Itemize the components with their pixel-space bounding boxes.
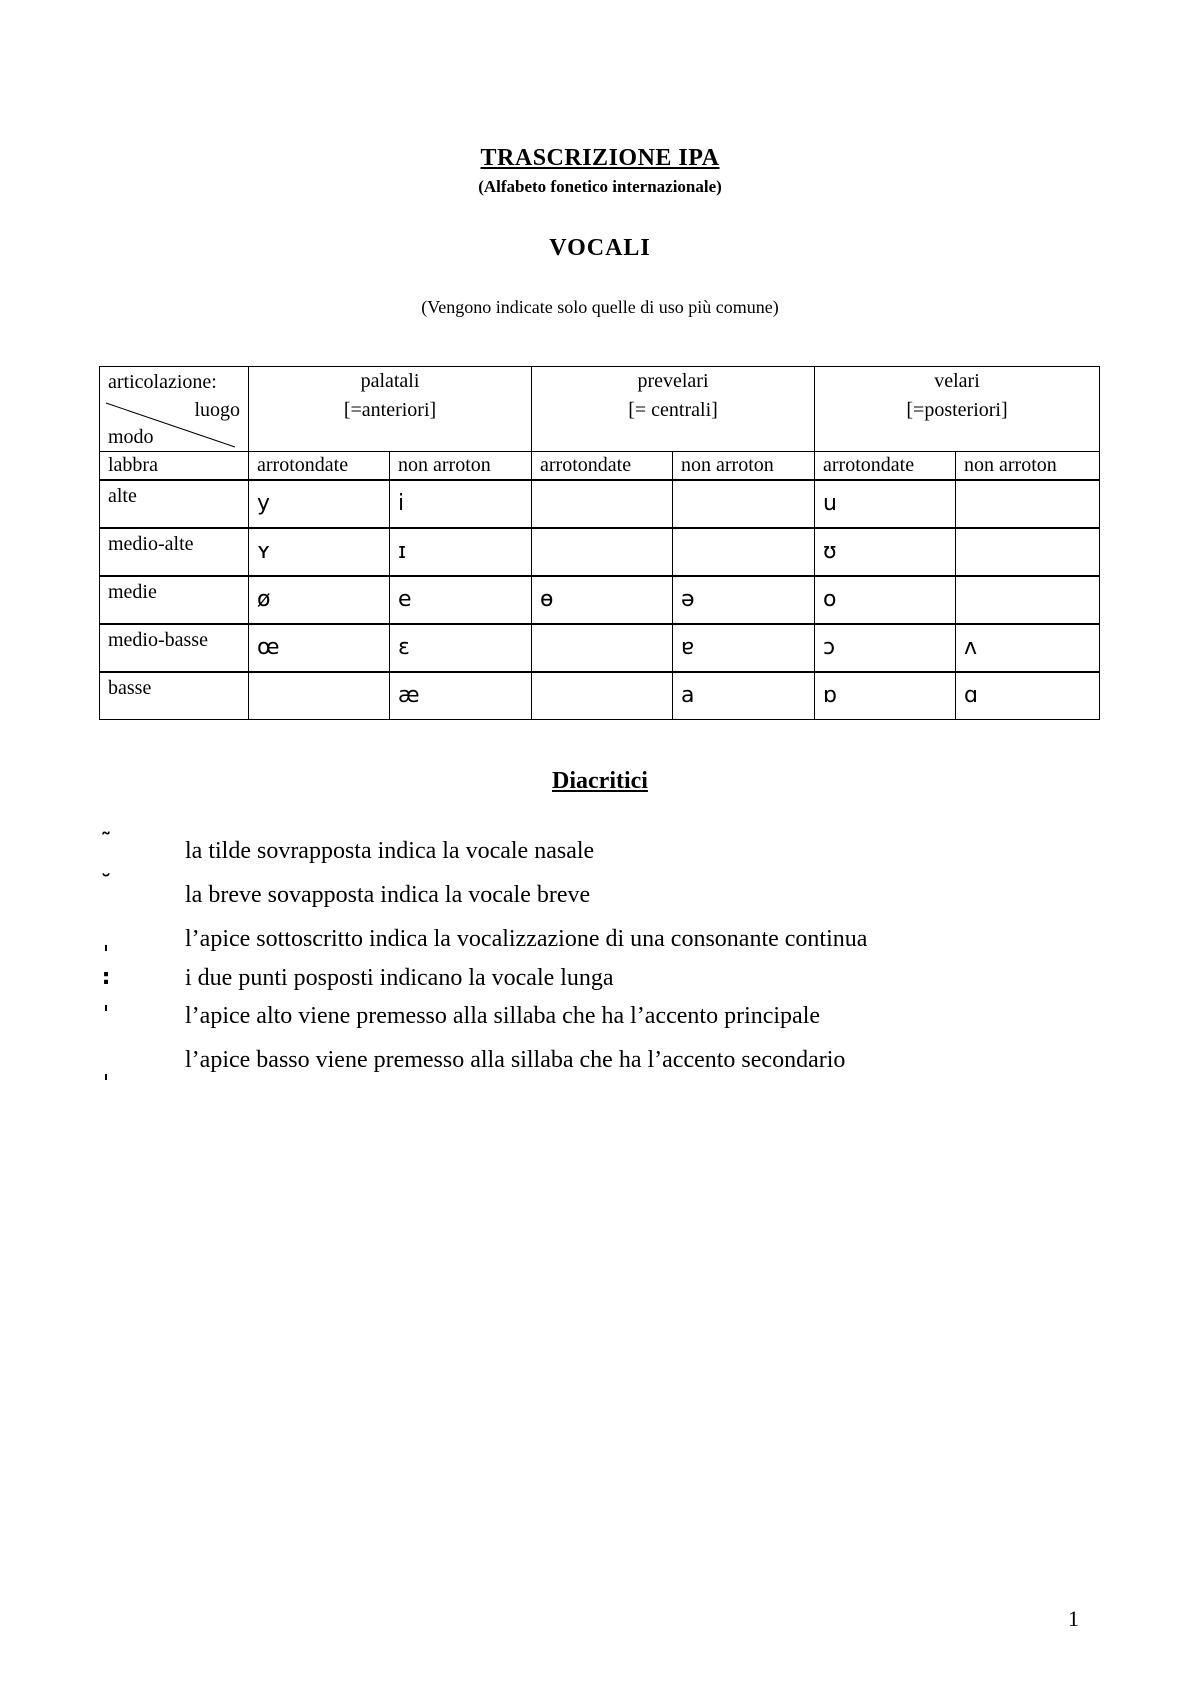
table-row <box>100 624 1100 672</box>
vowel-cell <box>249 672 390 720</box>
vowel-cell: ʏ <box>249 528 390 576</box>
vowel-cell: y <box>249 480 390 528</box>
diacritic-text: l’apice sottoscritto indica la vocalizzazione di una consonante continua <box>185 926 868 952</box>
lips-cell: non arroton <box>673 452 815 481</box>
section-note: (Vengono indicate solo quelle di uso più comune) <box>421 297 779 317</box>
vowel-cell: ʌ <box>956 624 1100 672</box>
page-subtitle: (Alfabeto fonetico internazionale) <box>478 177 722 196</box>
lips-cell: arrotondate <box>815 452 956 481</box>
table-row <box>100 480 1100 528</box>
vowel-cell: œ <box>249 624 390 672</box>
row-label: medio-basse <box>100 624 249 672</box>
vowel-table <box>99 366 1100 720</box>
lips-cell: non arroton <box>390 452 532 481</box>
column-alt: [=anteriori] <box>343 399 437 421</box>
diacritic-text: la breve sovapposta indica la vocale breve <box>185 882 591 908</box>
diacritic-mark: : <box>101 965 111 990</box>
vowel-cell: æ <box>390 672 532 720</box>
corner-label-luogo: luogo <box>194 399 240 421</box>
page-number: 1 <box>1068 1606 1079 1631</box>
diacritic-text: la tilde sovrapposta indica la vocale nasale <box>185 838 595 864</box>
vowel-cell: ɵ <box>532 576 673 624</box>
vowel-cell: u <box>815 480 956 528</box>
vowel-cell: ɐ <box>673 624 815 672</box>
vowel-cell: ɑ <box>956 672 1100 720</box>
column-name: palatali <box>360 370 420 392</box>
vowel-cell: o <box>815 576 956 624</box>
vowel-cell: ɒ <box>815 672 956 720</box>
diacritic-mark: ˌ <box>102 1059 110 1084</box>
vowel-cell <box>956 528 1100 576</box>
lips-label: labbra <box>100 452 249 481</box>
vowel-cell <box>956 480 1100 528</box>
lips-cell: arrotondate <box>249 452 390 481</box>
column-header-prevelari <box>532 367 815 452</box>
vowel-cell: ə <box>673 576 815 624</box>
lips-cell: non arroton <box>956 452 1100 481</box>
corner-cell <box>100 367 249 452</box>
diacritic-text: l’apice basso viene premesso alla sillaba che ha l’accento secondario <box>185 1047 846 1073</box>
diacritic-mark: ˈ <box>102 1003 110 1028</box>
vowel-cell <box>532 624 673 672</box>
vowel-cell <box>532 528 673 576</box>
vowel-cell: ø <box>249 576 390 624</box>
vowel-cell: ɪ <box>390 528 532 576</box>
section-heading: VOCALI <box>549 235 651 261</box>
corner-label-modo: modo <box>108 426 154 448</box>
vowel-cell <box>532 672 673 720</box>
diacritic-mark: ˌ <box>102 930 110 955</box>
diacritic-mark: ˘ <box>100 872 112 897</box>
column-header-palatali <box>249 367 532 452</box>
column-name: prevelari <box>637 370 709 392</box>
vowel-cell <box>673 480 815 528</box>
vowel-cell: a <box>673 672 815 720</box>
row-label: basse <box>100 672 249 720</box>
row-label: medio-alte <box>100 528 249 576</box>
column-name: velari <box>934 370 980 392</box>
vowel-cell: i <box>390 480 532 528</box>
column-alt: [=posteriori] <box>906 399 1008 421</box>
table-row <box>100 576 1100 624</box>
vowel-cell: ɔ <box>815 624 956 672</box>
vowel-cell <box>956 576 1100 624</box>
row-label: alte <box>100 480 249 528</box>
vowel-cell: e <box>390 576 532 624</box>
column-alt: [= centrali] <box>628 399 718 421</box>
vowel-cell: ʊ <box>815 528 956 576</box>
diacritic-text: l’apice alto viene premesso alla sillaba che ha l’accento principale <box>185 1003 821 1029</box>
vowel-cell: ɛ <box>390 624 532 672</box>
lips-row <box>100 452 1100 481</box>
table-row <box>100 528 1100 576</box>
lips-cell: arrotondate <box>532 452 673 481</box>
vowel-cell <box>673 528 815 576</box>
diacritics-heading: Diacritici <box>552 768 648 794</box>
corner-label-articolazione: articolazione: <box>108 371 217 393</box>
diacritic-mark: ˜ <box>100 830 112 855</box>
column-header-velari <box>815 367 1100 452</box>
vowel-cell <box>532 480 673 528</box>
table-header-row <box>100 367 1100 452</box>
table-row <box>100 672 1100 720</box>
diacritic-text: i due punti posposti indicano la vocale lunga <box>185 965 614 991</box>
page-title: TRASCRIZIONE IPA <box>480 145 720 171</box>
row-label: medie <box>100 576 249 624</box>
